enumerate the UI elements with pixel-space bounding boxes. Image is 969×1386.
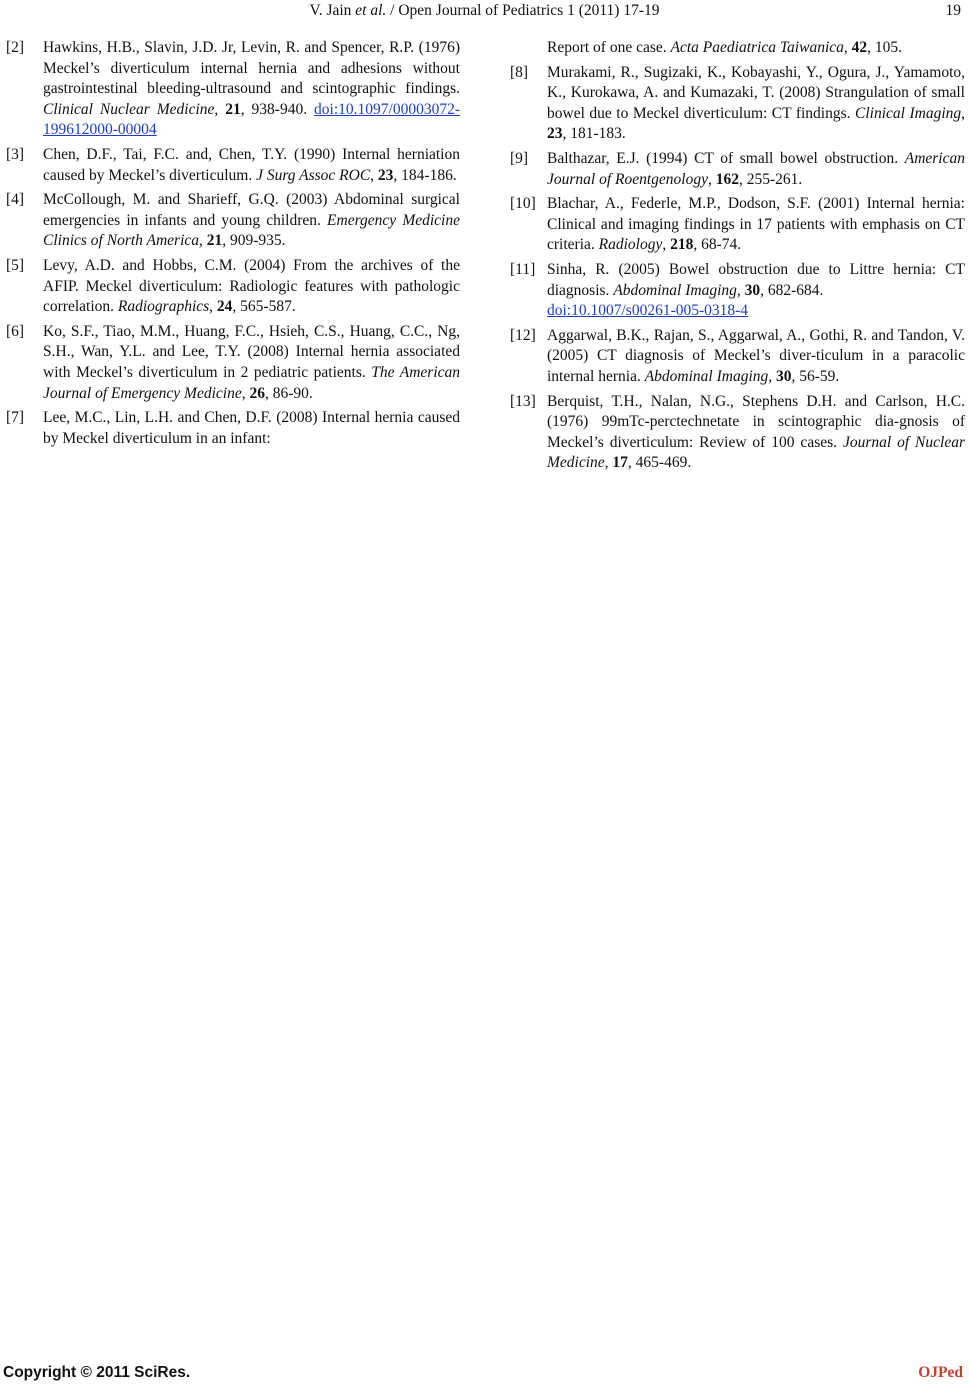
reference-volume: 24 [216, 298, 233, 316]
reference-pages: , 181-183. [562, 125, 626, 143]
reference-volume: 17 [612, 454, 628, 472]
reference-sep: , [768, 367, 777, 385]
running-title-journal: / Open Journal of Pediatrics 1 (2011) 17-19 [386, 2, 660, 19]
reference-sep: , [214, 100, 226, 118]
reference-number: [4] [6, 191, 25, 209]
reference-text: Ko, S.F., Tiao, M.M., Huang, F.C., Hsieh, C.S., Huang, C.C., Ng, S.H., Wan, Y.L. and Lee, T.Y. (2008) Internal hernia associated with Meckel’s diverticulum in 2 pediatric patients. [43, 322, 460, 381]
reference-journal: Journal of Nuclear Medicine [547, 433, 965, 472]
reference-number: [10] [510, 195, 536, 213]
reference-pages: , 909-935. [222, 232, 286, 250]
reference-7-continuation [510, 38, 965, 59]
reference-pages: , 565-587. [232, 298, 296, 316]
copyright-notice: Copyright © 2011 SciRes. [3, 1364, 191, 1381]
reference-sep: , [370, 166, 378, 184]
reference-text: Hawkins, H.B., Slavin, J.D. Jr, Levin, R. and Spencer, R.P. (1976) Meckel’s diverticulum internal hernia and adhesions without gastrointestinal bleeding-ultrasound and scintographic findings. [43, 39, 460, 98]
doi-link[interactable]: doi:10.1097/00003072-199612000-00004 [43, 100, 460, 139]
reference-number: [9] [510, 149, 529, 167]
reference-pages: , 184-186. [393, 166, 457, 184]
reference-pages: , 105. [867, 39, 903, 56]
reference-journal: J Surg Assoc ROC [256, 166, 371, 184]
reference-pages: , 86-90. [264, 384, 313, 402]
reference-text: Report of one case. [547, 39, 671, 56]
reference-number: [8] [510, 63, 529, 81]
reference-journal: Clinical Nuclear Medicine [43, 100, 215, 118]
reference-text: Chen, D.F., Tai, F.C. and, Chen, T.Y. (1990) Internal herniation caused by Meckel’s diverticulum. [43, 145, 460, 184]
reference-journal: Emergency Medicine Clinics of North America [43, 211, 460, 250]
reference-number: [13] [510, 392, 536, 410]
reference-sep: , [662, 236, 671, 254]
reference-pages: , 938-940. [240, 100, 315, 118]
reference-pages: , 465-469. [627, 454, 692, 472]
reference-volume: 21 [225, 100, 241, 118]
reference-volume: 42 [851, 39, 868, 56]
reference-journal: The American Journal of Emergency Medicine [43, 363, 461, 402]
reference-volume: 162 [715, 170, 739, 188]
reference-text: Sinha, R. (2005) Bowel obstruction due to Littre hernia: CT diagnosis. [547, 260, 965, 299]
reference-text: Murakami, R., Sugizaki, K., Kobayashi, Y., Ogura, J., Yamamoto, K., Kurokawa, A. and Kumazaki, T. (2008) Strangulation of small bowel due to Meckel diverticulum: CT findings. [547, 63, 965, 122]
reference-sep: , [736, 281, 745, 299]
reference-number: [11] [510, 260, 536, 278]
reference-volume: 23 [547, 125, 563, 143]
reference-number: [5] [6, 256, 25, 274]
reference-journal: Acta Paediatrica Taiwanica [670, 39, 844, 56]
journal-abbrev: OJPed [918, 1364, 963, 1381]
reference-7 [6, 408, 460, 449]
reference-text: Lee, M.C., Lin, L.H. and Chen, D.F. (2008) Internal hernia caused by Meckel diverticulum in an infant: [43, 409, 460, 447]
reference-number: [3] [6, 145, 25, 163]
reference-text: Balthazar, E.J. (1994) CT of small bowel obstruction. [547, 149, 905, 167]
reference-4 [6, 190, 460, 252]
reference-text: McCollough, M. and Sharieff, G.Q. (2003) Abdominal surgical emergencies in infants and young children. [43, 191, 460, 229]
reference-volume: 30 [744, 281, 761, 299]
reference-6 [6, 322, 460, 404]
reference-sep: , [961, 104, 965, 122]
reference-number: [12] [510, 326, 536, 344]
reference-pages: , 682-684. [760, 281, 824, 299]
reference-volume: 30 [776, 367, 792, 385]
reference-10 [510, 194, 965, 256]
reference-pages: , 56-59. [791, 367, 840, 385]
reference-text: Berquist, T.H., Nalan, N.G., Stephens D.H. and Carlson, H.C. (1976) 99mTc-perctechnetate in scintographic dia-gnosis of Meckel’s diverticulum: Review of 100 cases. [547, 392, 965, 451]
doi-link[interactable]: doi:10.1007/s00261-005-0318-4 [547, 302, 749, 320]
reference-8 [510, 63, 965, 145]
reference-5 [6, 256, 460, 318]
reference-pages: , 68-74. [693, 236, 742, 254]
reference-pages: , 255-261. [739, 170, 803, 188]
reference-number: [2] [6, 39, 25, 56]
page-footer [0, 1364, 969, 1384]
reference-2 [6, 38, 460, 141]
reference-number: [6] [6, 322, 25, 340]
reference-text: Blachar, A., Federle, M.P., Dodson, S.F. (2001) Internal hernia: Clinical and imaging findings in 17 patients with emphasis on CT criteria. [547, 195, 965, 254]
reference-12 [510, 326, 965, 388]
reference-text: Levy, A.D. and Hobbs, C.M. (2004) From the archives of the AFIP. Meckel diverticulum: Radiologic features with pathologic correlation. [43, 256, 460, 316]
reference-9 [510, 149, 965, 190]
reference-sep: , [199, 232, 207, 250]
reference-number: [7] [6, 409, 25, 427]
reference-volume: 26 [249, 384, 265, 402]
reference-journal: Abdominal Imaging [644, 367, 769, 385]
reference-sep: , [604, 454, 613, 472]
reference-sep: , [708, 170, 716, 188]
reference-volume: 218 [670, 236, 694, 254]
reference-13 [510, 392, 965, 474]
reference-sep: , [241, 384, 250, 402]
reference-volume: 21 [206, 232, 223, 250]
page-number: 19 [945, 2, 961, 19]
reference-journal: Abdominal Imaging [613, 281, 737, 299]
reference-volume: 23 [377, 166, 394, 184]
reference-journal: American Journal of Roentgenology [547, 149, 965, 188]
reference-text: Aggarwal, B.K., Rajan, S., Aggarwal, A., Gothi, R. and Tandon, V. (2005) CT diagnosis of Meckel’s diver-ticulum in a paracolic internal hernia. [547, 326, 965, 385]
references-left-column [6, 38, 460, 453]
references-right-column [510, 38, 965, 478]
running-title-etal: et al. [355, 2, 387, 19]
page-header [0, 2, 969, 24]
reference-11 [510, 260, 965, 322]
reference-3 [6, 145, 460, 186]
running-title-authors: V. Jain [309, 2, 352, 19]
reference-sep: , [209, 298, 217, 316]
reference-sep: , [843, 39, 852, 56]
reference-journal: Clinical Imaging [855, 104, 962, 122]
running-title [0, 2, 969, 20]
reference-journal: Radiology [598, 236, 663, 254]
reference-journal: Radiographics [117, 298, 210, 316]
